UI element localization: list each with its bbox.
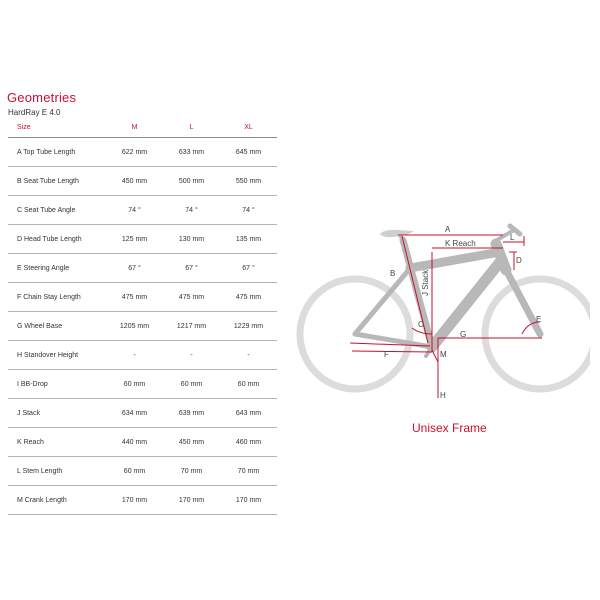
table-row [8, 428, 277, 457]
row-label: D Head Tube Length [8, 225, 106, 254]
cell-xl: 135 mm [220, 225, 277, 254]
label-h: H [440, 391, 446, 400]
cell-l: 500 mm [163, 167, 220, 196]
table-row [8, 312, 277, 341]
table-row [8, 457, 277, 486]
cell-m: 475 mm [106, 283, 163, 312]
cell-xl: 170 mm [220, 486, 277, 515]
cell-l: 639 mm [163, 399, 220, 428]
cell-m: 440 mm [106, 428, 163, 457]
bike-frame-diagram [290, 215, 590, 405]
saddle [380, 230, 414, 237]
cell-xl: 475 mm [220, 283, 277, 312]
table-row [8, 167, 277, 196]
label-d: D [516, 256, 522, 265]
cell-m: 1205 mm [106, 312, 163, 341]
label-a: A [445, 225, 451, 234]
cell-l: 74 ° [163, 196, 220, 225]
table-row [8, 225, 277, 254]
row-label: C Seat Tube Angle [8, 196, 106, 225]
line-f-lower [352, 351, 432, 352]
table-row [8, 486, 277, 515]
column-header-xl: XL [220, 118, 277, 138]
cell-xl: 1229 mm [220, 312, 277, 341]
label-c: C [418, 320, 424, 329]
cell-m: 74 ° [106, 196, 163, 225]
label-f: F [384, 350, 389, 359]
cell-m: 125 mm [106, 225, 163, 254]
row-label: K Reach [8, 428, 106, 457]
cell-xl: 60 mm [220, 370, 277, 399]
cell-xl: 74 ° [220, 196, 277, 225]
table-row [8, 283, 277, 312]
column-header-l: L [163, 118, 220, 138]
line-m [432, 350, 438, 362]
row-label: J Stack [8, 399, 106, 428]
top-tube [410, 252, 500, 268]
cell-l: 130 mm [163, 225, 220, 254]
cell-m: - [106, 341, 163, 370]
cell-m: 60 mm [106, 370, 163, 399]
frame-caption: Unisex Frame [412, 421, 487, 435]
cell-m: 622 mm [106, 138, 163, 167]
row-label: L Stem Length [8, 457, 106, 486]
table-row [8, 138, 277, 167]
row-label: A Top Tube Length [8, 138, 106, 167]
row-label: G Wheel Base [8, 312, 106, 341]
cell-l: 633 mm [163, 138, 220, 167]
cell-l: 475 mm [163, 283, 220, 312]
label-g: G [460, 330, 467, 339]
cell-l: 67 ° [163, 254, 220, 283]
page-title: Geometries [7, 90, 77, 105]
cell-m: 450 mm [106, 167, 163, 196]
cell-xl: 643 mm [220, 399, 277, 428]
cell-l: 70 mm [163, 457, 220, 486]
table-row [8, 399, 277, 428]
column-header-m: M [106, 118, 163, 138]
row-label: E Steering Angle [8, 254, 106, 283]
cell-xl: 67 ° [220, 254, 277, 283]
cell-xl: 645 mm [220, 138, 277, 167]
cell-m: 67 ° [106, 254, 163, 283]
row-label: B Seat Tube Length [8, 167, 106, 196]
table-row [8, 254, 277, 283]
geometry-table [8, 118, 277, 515]
label-m: M [440, 350, 447, 359]
cell-xl: - [220, 341, 277, 370]
cell-xl: 460 mm [220, 428, 277, 457]
table-row [8, 341, 277, 370]
cell-m: 60 mm [106, 457, 163, 486]
row-label: H Standover Height [8, 341, 106, 370]
table-header-row [8, 118, 277, 138]
cell-l: 170 mm [163, 486, 220, 515]
label-b: B [390, 269, 396, 278]
label-l: L [510, 233, 515, 242]
table-row [8, 196, 277, 225]
table-row [8, 370, 277, 399]
row-label: M Crank Length [8, 486, 106, 515]
row-label: I BB-Drop [8, 370, 106, 399]
label-e: E [536, 315, 542, 324]
model-name: HardRay E 4.0 [8, 108, 61, 117]
cell-xl: 70 mm [220, 457, 277, 486]
cell-l: - [163, 341, 220, 370]
label-j-stack: J Stack [421, 269, 430, 296]
cell-l: 60 mm [163, 370, 220, 399]
column-header-size: Size [8, 118, 106, 138]
cell-l: 1217 mm [163, 312, 220, 341]
cell-m: 634 mm [106, 399, 163, 428]
row-label: F Chain Stay Length [8, 283, 106, 312]
cell-l: 450 mm [163, 428, 220, 457]
cell-xl: 550 mm [220, 167, 277, 196]
label-k-reach: K Reach [445, 239, 476, 248]
cell-m: 170 mm [106, 486, 163, 515]
